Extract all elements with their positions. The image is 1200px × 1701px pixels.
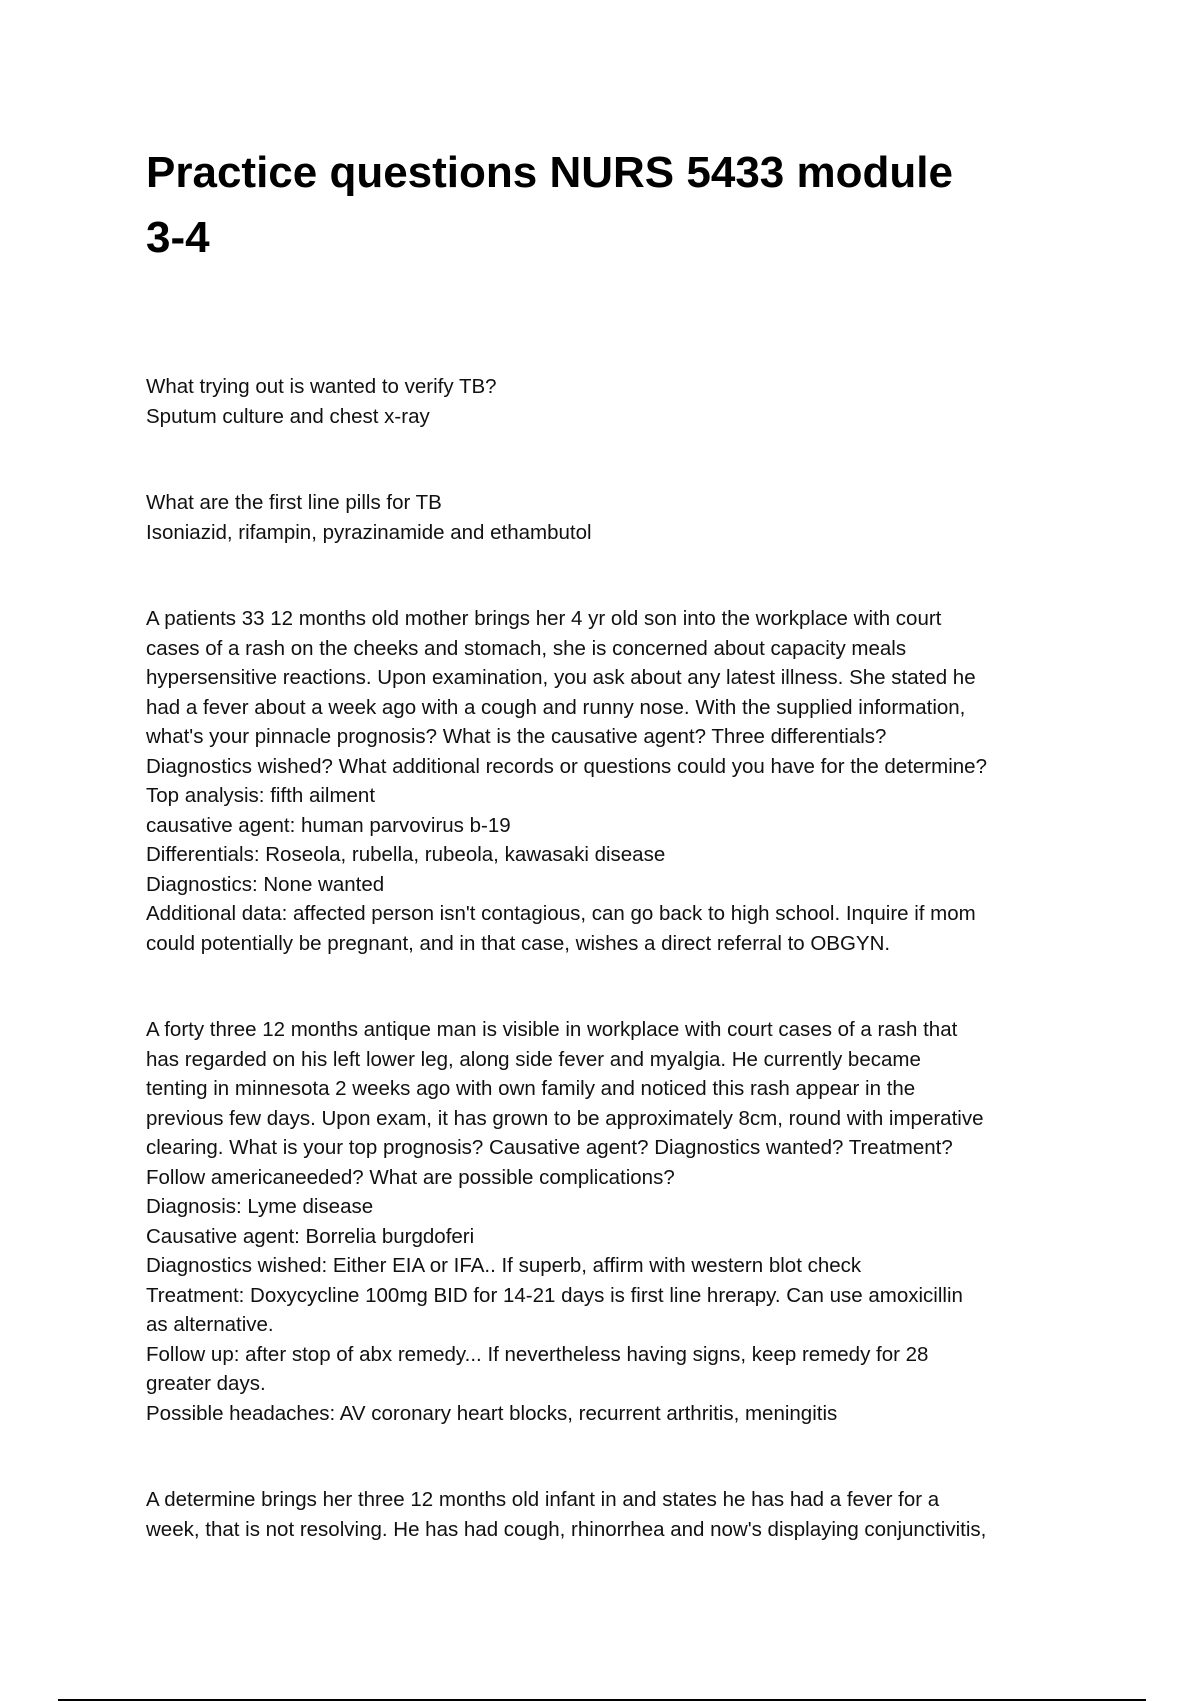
text-line: as alternative. — [146, 1313, 274, 1336]
text-line: what's your pinnacle prognosis? What is the causative agent? Three differentials? — [146, 725, 887, 748]
text-line: tenting in minnesota 2 weeks ago with own family and noticed this rash appear in the — [146, 1077, 916, 1100]
text-line: cases of a rash on the cheeks and stomach, she is concerned about capacity meals — [146, 636, 907, 660]
document-title-line-2: 3-4 — [146, 213, 210, 262]
text-line: Top analysis: fifth ailment — [146, 784, 376, 807]
text-line: What are the first line pills for TB — [146, 491, 442, 514]
text-line: week, that is not resolving. He has had cough, rhinorrhea and now's displaying conjunctivitis, — [146, 1517, 987, 1541]
text-line: Diagnosis: Lyme disease — [146, 1195, 374, 1218]
text-line: Diagnostics wished: Either EIA or IFA.. If superb, affirm with western blot check — [146, 1254, 862, 1277]
text-line: has regarded on his left lower leg, along side fever and myalgia. He currently became — [146, 1047, 921, 1071]
question-block-3 — [146, 604, 1086, 958]
text-line: clearing. What is your top prognosis? Causative agent? Diagnostics wanted? Treatment? — [146, 1136, 953, 1159]
text-line: Follow americaneeded? What are possible complications? — [146, 1165, 675, 1189]
text-line: What trying out is wanted to verify TB? — [146, 375, 497, 398]
text-line: Sputum culture and chest x-ray — [146, 404, 430, 428]
text-line: Isoniazid, rifampin, pyrazinamide and ethambutol — [146, 520, 592, 544]
question-block-1 — [146, 372, 1086, 431]
text-line: hypersensitive reactions. Upon examination, you ask about any latest illness. She stated he — [146, 666, 976, 689]
text-line: Possible headaches: AV coronary heart blocks, recurrent arthritis, meningitis — [146, 1401, 838, 1425]
text-line: Differentials: Roseola, rubella, rubeola, kawasaki disease — [146, 843, 666, 866]
text-line: A patients 33 12 months old mother brings her 4 yr old son into the workplace with court — [146, 607, 942, 630]
text-line: could potentially be pregnant, and in that case, wishes a direct referral to OBGYN. — [146, 931, 891, 955]
text-line: causative agent: human parvovirus b-19 — [146, 813, 511, 837]
text-line: Causative agent: Borrelia burgdoferi — [146, 1224, 475, 1248]
text-line: Diagnostics wished? What additional records or questions could you have for the determine? — [146, 754, 987, 778]
text-line: greater days. — [146, 1372, 266, 1395]
document-body — [146, 372, 1086, 1601]
text-line: A determine brings her three 12 months old infant in and states he has had a fever for a — [146, 1488, 940, 1511]
text-line: Follow up: after stop of abx remedy... If nevertheless having signs, keep remedy for 28 — [146, 1342, 929, 1366]
question-block-5 — [146, 1485, 1086, 1544]
question-block-4 — [146, 1015, 1086, 1428]
document-title-line-1: Practice questions NURS 5433 module — [146, 148, 953, 197]
document-title — [146, 140, 1066, 270]
text-line: Diagnostics: None wanted — [146, 872, 385, 896]
text-line: had a fever about a week ago with a cough and runny nose. With the supplied information, — [146, 695, 966, 719]
question-block-2 — [146, 488, 1086, 547]
text-line: Additional data: affected person isn't contagious, can go back to high school. Inquire if mom — [146, 902, 976, 925]
text-line: previous few days. Upon exam, it has grown to be approximately 8cm, round with imperative — [146, 1106, 984, 1130]
text-line: Treatment: Doxycycline 100mg BID for 14-21 days is first line hrerapy. Can use amoxicillin — [146, 1283, 963, 1307]
text-line: A forty three 12 months antique man is visible in workplace with court cases of a rash that — [146, 1018, 958, 1041]
